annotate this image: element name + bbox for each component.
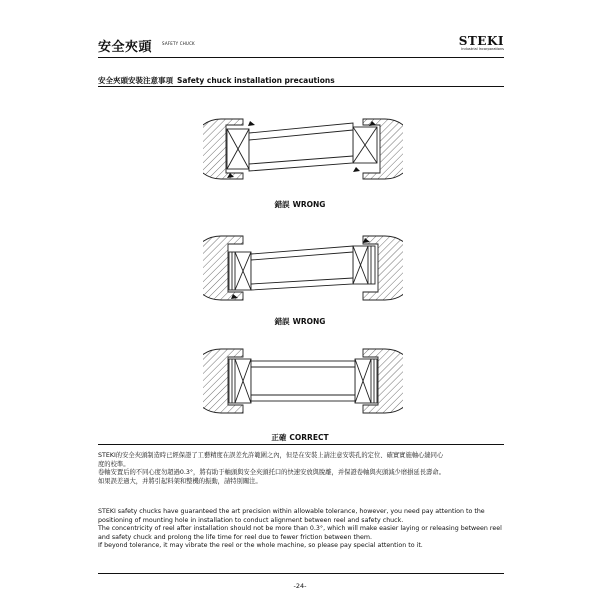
wrong-diagram-offset: [203, 232, 403, 304]
right-bearing-block: [353, 127, 377, 163]
section-title: [98, 75, 335, 86]
diagram-caption-1: [0, 199, 600, 210]
footer-rule: [98, 573, 504, 574]
zh-line-3: 卷軸安置后的不同心度勿超過0.3°，將有助于軸頭與安全夾頭托口的快速安放與脫離，并保證卷軸與夾頭減少磨損延長壽命。: [98, 469, 445, 477]
left-bearing-block: [227, 129, 249, 169]
shaft: [251, 246, 353, 290]
en-line-2: positioning of mounting hole in installation to conduct alignment between reel and safety chuck.: [98, 516, 404, 524]
page-number: -24-: [293, 582, 307, 590]
wrong-diagram-tilted: [203, 113, 403, 185]
shaft: [251, 361, 355, 401]
header-rule: [98, 57, 504, 58]
header-title: 安全夾頭: [98, 40, 153, 55]
left-bearing-block: [229, 252, 251, 290]
tilted-shaft: [249, 123, 353, 171]
logo-subtext: Industrial Incorporations: [461, 47, 504, 51]
zh-line-4: 如果誤差過大，并將引起料架和整機的振動，請特別關注。: [98, 477, 262, 485]
diagram-caption-3: [0, 432, 600, 443]
en-line-3: The concentricity of reel after installation should not be more than 0.3°, which will make easier laying or releasing between reel: [98, 525, 502, 533]
right-bearing-block: [353, 246, 375, 284]
page-header: [98, 36, 504, 56]
header-subtitle: SAFETY CHUCK: [162, 41, 195, 46]
diagram-caption-2: [0, 316, 600, 327]
caption-zh: 正確: [271, 433, 287, 442]
logo-text: STEKI: [458, 34, 504, 48]
caption-en: CORRECT: [289, 433, 329, 442]
left-bearing-block: [229, 359, 251, 403]
en-line-5: If beyond tolerance, it may vibrate the reel or the whole machine, so please pay special attention to it.: [98, 542, 423, 550]
chinese-notes: [98, 452, 510, 486]
body-rule: [98, 444, 504, 445]
steki-logo: [459, 35, 504, 52]
caption-zh: 錯誤: [274, 200, 290, 209]
caption-zh: 錯誤: [274, 317, 290, 326]
english-notes: [98, 508, 510, 551]
zh-line-2: 度的校準。: [98, 460, 130, 468]
section-title-zh: 安全夾頭安裝注意事項: [98, 76, 173, 85]
correct-diagram-aligned: [203, 345, 403, 417]
en-line-4: and safety chuck and prolong the life time for reel due to fewer friction between them.: [98, 533, 373, 541]
section-rule: [98, 86, 504, 87]
right-bearing-block: [355, 359, 377, 403]
en-line-1: STEKI safety chucks have guaranteed the art precision within allowable tolerance, however, you need pay attention to the: [98, 508, 485, 515]
caption-en: WRONG: [292, 200, 326, 209]
section-title-en: Safety chuck installation precautions: [177, 76, 335, 85]
zh-line-1: STEKI的安全夾頭制造時已經保證了工藝精度在誤差允許範圍之內，但是在安裝上請注意安裝孔的定位、確實實施軸心縫同心: [98, 452, 444, 459]
caption-en: WRONG: [292, 317, 326, 326]
